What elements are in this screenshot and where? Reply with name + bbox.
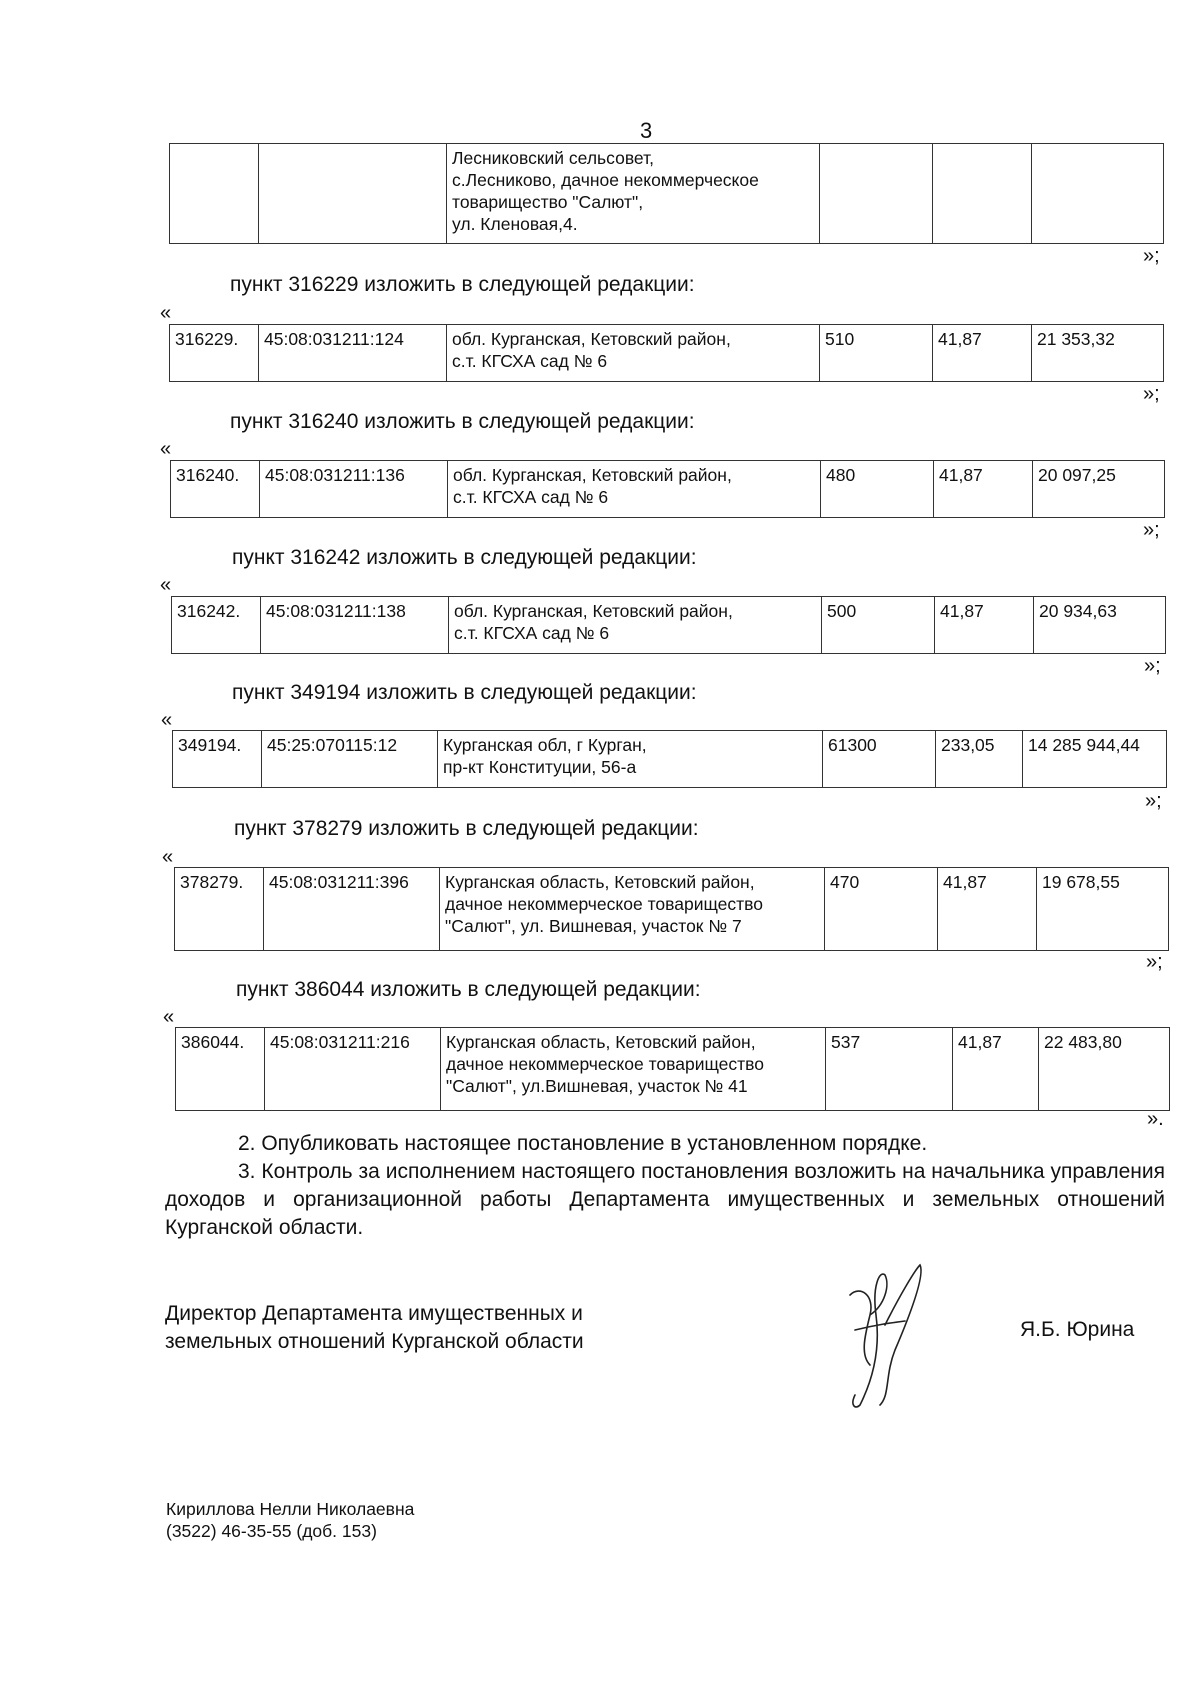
cell-area: 480	[821, 461, 934, 518]
amend-table	[172, 730, 1167, 788]
table-row	[175, 868, 1169, 951]
cell-cadastral: 45:08:031211:138	[261, 597, 449, 654]
cell-number: 386044.	[176, 1028, 265, 1111]
closing-quote: ».	[1147, 1108, 1164, 1130]
cell-rate: 41,87	[953, 1028, 1039, 1111]
table-row	[173, 731, 1167, 788]
opening-quote: «	[160, 302, 172, 324]
closing-quote: »;	[1146, 951, 1163, 973]
closing-quote: »;	[1145, 790, 1162, 812]
cell-number: 378279.	[175, 868, 264, 951]
cell-area: 470	[825, 868, 938, 951]
section-intro: пункт 349194 изложить в следующей редакции:	[232, 681, 697, 704]
opening-quote: «	[160, 574, 172, 596]
cell-area: 500	[822, 597, 935, 654]
signatory-title	[165, 1300, 685, 1356]
section-intro: пункт 316242 изложить в следующей редакции:	[232, 546, 697, 569]
cell-rate: 41,87	[935, 597, 1034, 654]
table-row	[170, 325, 1164, 382]
signatory-title-line2: земельных отношений Курганской области	[165, 1330, 584, 1353]
cell-value	[1032, 144, 1164, 244]
table-row	[171, 461, 1165, 518]
cell-address: Лесниковский сельсовет, с.Лесниково, дачное некоммерческое товарищество "Салют", ул. Кленовая,4.	[447, 144, 820, 244]
cell-value: 14 285 944,44	[1023, 731, 1167, 788]
signatory-title-line1: Директор Департамента имущественных и	[165, 1302, 583, 1325]
opening-quote: «	[161, 709, 173, 731]
cell-number: 316229.	[170, 325, 259, 382]
cell-address: обл. Курганская, Кетовский район, с.т. КГСХА сад № 6	[448, 461, 821, 518]
cell-cadastral	[259, 144, 447, 244]
cell-value: 21 353,32	[1032, 325, 1164, 382]
cell-area	[820, 144, 933, 244]
opening-quote: «	[163, 1006, 175, 1028]
closing-quote: »;	[1144, 655, 1161, 677]
cell-number	[170, 144, 259, 244]
signatory-name: Я.Б. Юрина	[1020, 1318, 1135, 1341]
handwritten-signature	[830, 1255, 950, 1415]
amend-table	[171, 596, 1166, 654]
section-intro: пункт 378279 изложить в следующей редакции:	[234, 817, 699, 840]
executor-name: Кириллова Нелли Николаевна	[166, 1499, 415, 1519]
cell-rate: 41,87	[934, 461, 1033, 518]
cell-rate: 41,87	[933, 325, 1032, 382]
continued-table	[169, 143, 1164, 244]
page-number: 3	[640, 118, 653, 143]
cell-address: Курганская обл, г Курган, пр-кт Конституции, 56-а	[438, 731, 823, 788]
cell-area: 537	[826, 1028, 953, 1111]
paragraph-3	[165, 1158, 1165, 1242]
cell-cadastral: 45:08:031211:136	[260, 461, 448, 518]
cell-value: 20 934,63	[1034, 597, 1166, 654]
closing-quote: »;	[1143, 383, 1160, 405]
cell-area: 510	[820, 325, 933, 382]
section-intro: пункт 316229 изложить в следующей редакции:	[230, 273, 695, 296]
closing-quote: »;	[1143, 519, 1160, 541]
paragraph-2: 2. Опубликовать настоящее постановление в установленном порядке.	[238, 1132, 928, 1155]
cell-rate: 41,87	[938, 868, 1037, 951]
section-intro: пункт 316240 изложить в следующей редакции:	[230, 410, 695, 433]
cell-number: 349194.	[173, 731, 262, 788]
table-row	[176, 1028, 1170, 1111]
table-row	[170, 144, 1164, 244]
cell-address: Курганская область, Кетовский район, дачное некоммерческое товарищество "Салют", ул.Вишневая, участок № 41	[441, 1028, 826, 1111]
cell-number: 316240.	[171, 461, 260, 518]
cell-value: 22 483,80	[1039, 1028, 1170, 1111]
cell-number: 316242.	[172, 597, 261, 654]
cell-cadastral: 45:08:031211:396	[264, 868, 440, 951]
amend-table	[170, 460, 1165, 518]
cell-cadastral: 45:08:031211:216	[265, 1028, 441, 1111]
cell-address: обл. Курганская, Кетовский район, с.т. КГСХА сад № 6	[449, 597, 822, 654]
section-intro: пункт 386044 изложить в следующей редакции:	[236, 978, 701, 1001]
cell-value: 19 678,55	[1037, 868, 1169, 951]
cell-rate: 233,05	[936, 731, 1023, 788]
closing-quote: »;	[1143, 245, 1160, 267]
cell-area: 61300	[823, 731, 936, 788]
table-row	[172, 597, 1166, 654]
opening-quote: «	[162, 846, 174, 868]
amend-table	[169, 324, 1164, 382]
paragraph-3-text: 3. Контроль за исполнением настоящего постановления возложить на начальника управления доходов и организационной работы Департамента имущественных и земельных отношений Курганской области.	[165, 1160, 1165, 1239]
executor-info	[166, 1498, 414, 1542]
cell-rate	[933, 144, 1032, 244]
cell-value: 20 097,25	[1033, 461, 1165, 518]
cell-address: Курганская область, Кетовский район, дачное некоммерческое товарищество "Салют", ул. Вишневая, участок № 7	[440, 868, 825, 951]
opening-quote: «	[160, 438, 172, 460]
cell-cadastral: 45:25:070115:12	[262, 731, 438, 788]
executor-phone: (3522) 46-35-55 (доб. 153)	[166, 1521, 377, 1541]
amend-table	[174, 867, 1169, 951]
amend-table	[175, 1027, 1170, 1111]
cell-address: обл. Курганская, Кетовский район, с.т. КГСХА сад № 6	[447, 325, 820, 382]
cell-cadastral: 45:08:031211:124	[259, 325, 447, 382]
